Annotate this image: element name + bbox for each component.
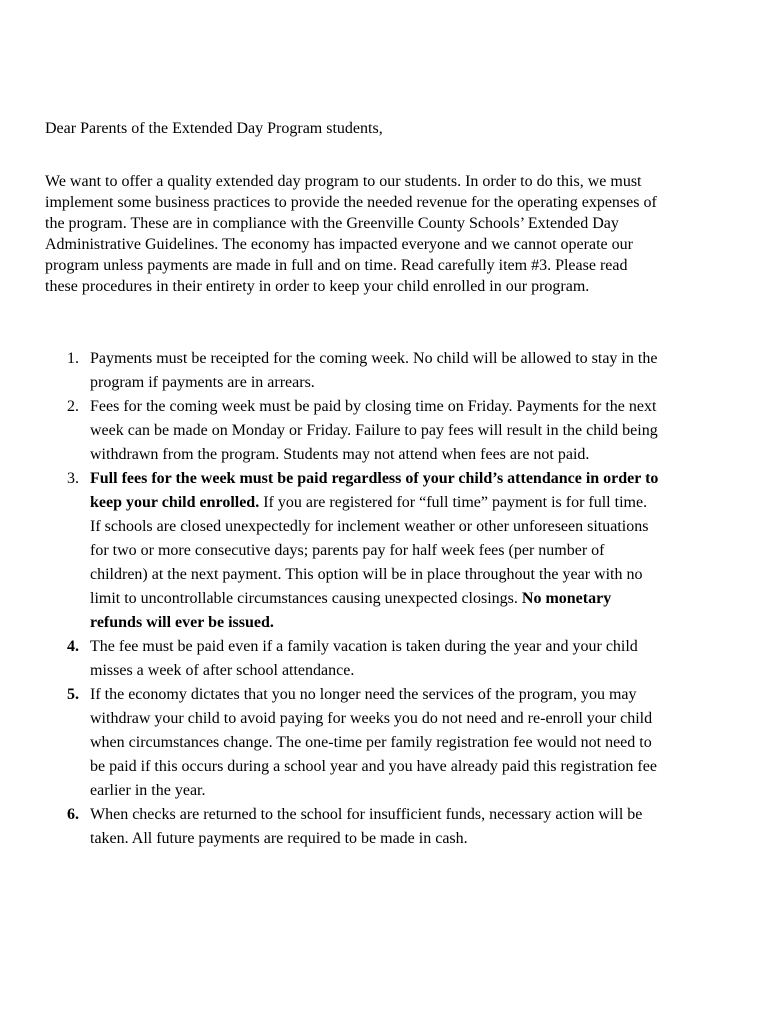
rules-list (45, 347, 735, 851)
rule-number: 5. (67, 686, 79, 703)
intro-line: We want to offer a quality extended day program to our students. In order to do this, we must (45, 173, 642, 190)
rule-line: withdrawn from the program. Students may not attend when fees are not paid. (90, 446, 590, 463)
intro-line: Administrative Guidelines. The economy has impacted everyone and we cannot operate our (45, 236, 633, 253)
rule-line-bold: Full fees for the week must be paid regardless of your child’s attendance in order to (90, 470, 659, 487)
rule-line: taken. All future payments are required to be made in cash. (90, 830, 468, 847)
rule-line: Payments must be receipted for the coming week. No child will be allowed to stay in the (90, 350, 658, 367)
rule-line: earlier in the year. (90, 782, 206, 799)
rule-number: 6. (67, 806, 79, 823)
intro-line: the program. These are in compliance with the Greenville County Schools’ Extended Day (45, 215, 619, 232)
rule-line: children) at the next payment. This option will be in place throughout the year with no (90, 566, 643, 583)
rule-line: When checks are returned to the school for insufficient funds, necessary action will be (90, 806, 643, 823)
rule-line-bold: refunds will ever be issued. (90, 614, 274, 631)
rule-line: for two or more consecutive days; parents pay for half week fees (per number of (90, 542, 605, 559)
rule-text: If you are registered for “full time” payment is for full time. (259, 494, 648, 511)
rule-line: program if payments are in arrears. (90, 374, 315, 391)
rule-line: Fees for the coming week must be paid by closing time on Friday. Payments for the next (90, 398, 657, 415)
greeting: Dear Parents of the Extended Day Program students, (45, 120, 383, 137)
rule-number: 3. (67, 470, 79, 487)
rule-item-5 (45, 683, 735, 803)
rule-item-1 (45, 347, 735, 395)
rule-text: limit to uncontrollable circumstances causing unexpected closings. (90, 590, 522, 607)
rule-item-2 (45, 395, 735, 467)
intro-line: these procedures in their entirety in order to keep your child enrolled in our program. (45, 278, 590, 295)
intro-line: implement some business practices to provide the needed revenue for the operating expenses of (45, 194, 657, 211)
rule-line: The fee must be paid even if a family vacation is taken during the year and your child (90, 638, 638, 655)
rule-item-3 (45, 467, 735, 635)
rule-line (90, 491, 735, 515)
rule-line: be paid if this occurs during a school year and you have already paid this registration fee (90, 758, 657, 775)
rule-item-4 (45, 635, 735, 683)
rule-number: 2. (67, 398, 79, 415)
letter-page (45, 118, 735, 851)
rule-line: withdraw your child to avoid paying for weeks you do not need and re-enroll your child (90, 710, 653, 727)
rule-bold-text: keep your child enrolled. (90, 494, 260, 511)
rule-line: If schools are closed unexpectedly for inclement weather or other unforeseen situations (90, 518, 649, 535)
rule-number: 1. (67, 350, 79, 367)
rule-bold-text: No monetary (521, 590, 612, 607)
rule-line: misses a week of after school attendance. (90, 662, 355, 679)
intro-line: program unless payments are made in full and on time. Read carefully item #3. Please read (45, 257, 628, 274)
rule-line (90, 587, 735, 611)
rule-line: week can be made on Monday or Friday. Failure to pay fees will result in the child being (90, 422, 658, 439)
intro-paragraph (45, 171, 735, 297)
rule-item-6 (45, 803, 735, 851)
rule-line: when circumstances change. The one-time per family registration fee would not need to (90, 734, 652, 751)
rule-line: If the economy dictates that you no longer need the services of the program, you may (90, 686, 637, 703)
rule-number: 4. (67, 638, 79, 655)
